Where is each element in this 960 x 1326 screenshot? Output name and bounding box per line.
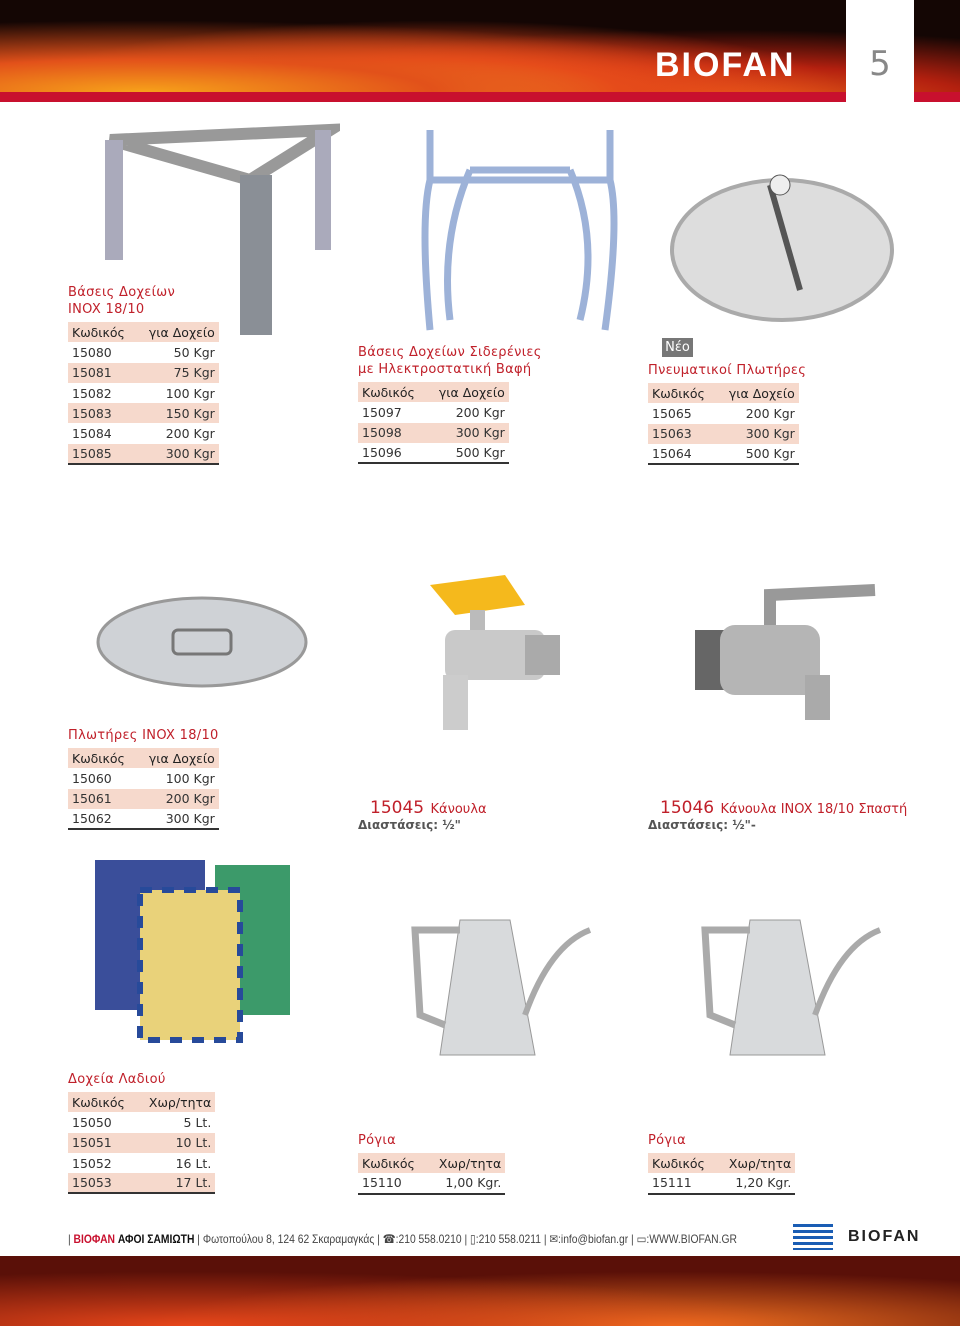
value-cell: 200 Kgr <box>745 405 795 421</box>
value-cell: 300 Kgr <box>419 423 509 443</box>
title-line: Πλωτήρες INOX 18/10 <box>68 728 219 743</box>
table-header <box>358 1153 505 1173</box>
table-row <box>358 423 509 443</box>
table-row <box>358 443 509 463</box>
code-cell: 15084 <box>72 426 112 442</box>
code-cell: 15063 <box>648 424 709 444</box>
footer-brand: ΒΙΟΦΑΝ <box>73 1232 116 1246</box>
product-oil-cans <box>68 1071 215 1194</box>
table-header <box>68 322 219 342</box>
code-cell: 15110 <box>362 1175 402 1191</box>
product-table <box>68 1092 215 1194</box>
code-cell: 15060 <box>72 770 112 786</box>
footer-fax: 210 558.0211 <box>478 1232 541 1246</box>
page-number: 5 <box>846 0 914 102</box>
column-header: Χωρ/τητα <box>419 1153 505 1173</box>
table-row <box>68 383 219 403</box>
product-title <box>648 1132 795 1149</box>
column-header: Κωδικός <box>68 1092 129 1112</box>
value-cell: 500 Kgr <box>455 445 505 461</box>
table-row <box>648 424 799 444</box>
title-line: Ρόγια <box>648 1133 686 1148</box>
product-stand-inox <box>68 284 219 465</box>
table-row <box>68 789 219 809</box>
product-table <box>648 383 799 465</box>
tap-15045 <box>370 798 487 818</box>
column-header: για Δοχείο <box>709 383 799 403</box>
table-header <box>358 382 509 402</box>
code-cell: 15085 <box>68 444 129 464</box>
title-line: Πνευματικοί Πλωτήρες <box>648 363 807 378</box>
value-cell: 75 Kgr <box>129 363 219 383</box>
value-cell: 500 Kgr <box>745 446 795 462</box>
code-cell: 15082 <box>72 385 112 401</box>
product-table <box>358 1153 505 1195</box>
red-stripe <box>0 92 960 102</box>
tap-code: 15045 <box>370 798 425 818</box>
code-cell: 15064 <box>652 446 692 462</box>
code-cell: 15080 <box>72 344 112 360</box>
product-pourer-15110 <box>358 1132 505 1195</box>
value-cell: 300 Kgr <box>709 424 799 444</box>
tap-15046-image <box>690 580 880 725</box>
product-title <box>358 1132 505 1149</box>
tap-dims: Διαστάσεις: ½" <box>358 818 461 832</box>
footer-contact: | ΒΙΟΦΑΝ ΑΦΟΙ ΣΑΜΙΩΤΗ | Φωτοπούλου 8, 124 62 Σκαραμαγκάς | ☎:210 558.0210 | ▯:210 558.0211 | ✉:info@biofan.gr | ▭:WWW.BIOFAN.GR <box>68 1232 737 1246</box>
table-row <box>68 1153 215 1173</box>
column-header: για Δοχείο <box>129 748 219 768</box>
code-cell: 15098 <box>358 423 419 443</box>
product-float-inox <box>68 727 219 830</box>
table-row <box>68 1112 215 1132</box>
table-row <box>68 342 219 362</box>
value-cell: 200 Kgr <box>455 404 505 420</box>
code-cell: 15053 <box>68 1173 129 1193</box>
column-header: για Δοχείο <box>419 382 509 402</box>
tap-15045-image <box>425 570 565 735</box>
product-table <box>68 748 219 830</box>
title-line: INOX 18/10 <box>68 302 145 317</box>
table-row <box>68 809 219 829</box>
code-cell: 15052 <box>72 1155 112 1171</box>
footer-address: Φωτοπούλου 8, 124 62 Σκαραμαγκάς <box>202 1232 375 1246</box>
table-row <box>648 444 799 464</box>
tap-15046 <box>660 798 907 818</box>
flame-header <box>0 0 960 92</box>
table-row <box>68 1133 215 1153</box>
tap-name: Κάνουλα <box>430 802 487 817</box>
value-cell: 10 Lt. <box>129 1133 215 1153</box>
code-cell: 15096 <box>362 445 402 461</box>
oil-pourer-15111-image <box>690 905 885 1065</box>
table-row <box>68 363 219 383</box>
oil-pourer-15110-image <box>400 905 595 1065</box>
value-cell: 1,00 Kgr. <box>445 1175 502 1191</box>
column-header: Κωδικός <box>648 383 709 403</box>
column-header: Κωδικός <box>68 748 129 768</box>
table-row <box>68 444 219 464</box>
footer-company: ΑΦΟΙ ΣΑΜΙΩΤΗ <box>117 1232 195 1246</box>
column-header: Χωρ/τητα <box>709 1153 795 1173</box>
code-cell: 15050 <box>72 1114 112 1130</box>
title-line: με Ηλεκτροστατική Βαφή <box>358 362 532 377</box>
product-title <box>648 362 806 379</box>
title-line: Βάσεις Δοχείων <box>68 285 176 300</box>
product-table <box>648 1153 795 1195</box>
value-cell: 16 Lt. <box>175 1155 212 1171</box>
table-row <box>68 403 219 423</box>
title-line: Δοχεία Λαδιού <box>68 1072 166 1087</box>
code-cell: 15062 <box>72 811 112 827</box>
column-header: για Δοχείο <box>129 322 219 342</box>
value-cell: 200 Kgr <box>129 789 219 809</box>
product-table <box>358 382 509 464</box>
oil-cans-image <box>95 855 295 1045</box>
phone-icon: ☎ <box>382 1232 396 1246</box>
footer-web[interactable]: WWW.BIOFAN.GR <box>649 1232 737 1246</box>
table-header <box>68 1092 215 1112</box>
table-row <box>68 768 219 788</box>
new-badge: Νέο <box>662 338 693 357</box>
product-pourer-15111 <box>648 1132 795 1195</box>
column-header: Κωδικός <box>358 1153 419 1173</box>
code-cell: 15111 <box>652 1175 692 1191</box>
stand-iron-image <box>410 120 630 340</box>
title-line: Ρόγια <box>358 1133 396 1148</box>
table-row <box>358 1173 505 1193</box>
code-cell: 15097 <box>362 404 402 420</box>
table-header <box>648 1153 795 1173</box>
product-stand-iron <box>358 344 542 464</box>
table-row <box>68 1173 215 1193</box>
code-cell: 15061 <box>68 789 129 809</box>
product-title <box>68 284 219 318</box>
brand-logo: BIOFAN <box>655 46 796 84</box>
footer-phone: 210 558.0210 <box>398 1232 462 1246</box>
value-cell: 200 Kgr <box>165 426 215 442</box>
product-title <box>68 727 219 744</box>
value-cell: 100 Kgr <box>165 770 215 786</box>
flame-footer <box>0 1256 960 1326</box>
tap-code: 15046 <box>660 798 715 818</box>
pneumatic-float-image <box>670 170 895 330</box>
greek-flag <box>793 1224 833 1250</box>
table-header <box>68 748 219 768</box>
code-cell: 15065 <box>652 405 692 421</box>
footer-logo: BIOFAN <box>848 1228 921 1245</box>
tap-name: Κάνουλα INOX 18/10 Σπαστή <box>720 802 908 817</box>
email-icon: ✉ <box>549 1232 559 1246</box>
table-row <box>648 1173 795 1193</box>
tap-dims: Διαστάσεις: ½"- <box>648 818 756 832</box>
value-cell: 17 Lt. <box>129 1173 215 1193</box>
product-title <box>68 1071 215 1088</box>
value-cell: 1,20 Kgr. <box>735 1175 792 1191</box>
value-cell: 50 Kgr <box>173 344 215 360</box>
web-icon: ▭ <box>636 1232 647 1246</box>
column-header: Χωρ/τητα <box>129 1092 215 1112</box>
code-cell: 15051 <box>68 1133 129 1153</box>
column-header: Κωδικός <box>648 1153 709 1173</box>
title-line: Βάσεις Δοχείων Σιδερένιες <box>358 345 542 360</box>
value-cell: 150 Kgr <box>129 403 219 423</box>
value-cell: 5 Lt. <box>183 1114 212 1130</box>
float-lid-image <box>95 595 310 690</box>
fax-icon: ▯ <box>470 1232 476 1246</box>
table-row <box>358 402 509 422</box>
code-cell: 15083 <box>68 403 129 423</box>
code-cell: 15081 <box>68 363 129 383</box>
product-title <box>358 344 542 378</box>
column-header: Κωδικός <box>68 322 129 342</box>
footer-email[interactable]: info@biofan.gr <box>560 1232 629 1246</box>
table-header <box>648 383 799 403</box>
table-row <box>68 423 219 443</box>
table-row <box>648 403 799 423</box>
value-cell: 300 Kgr <box>165 811 215 827</box>
value-cell: 100 Kgr <box>165 385 215 401</box>
product-table <box>68 322 219 465</box>
product-pneumatic-float <box>648 362 806 465</box>
column-header: Κωδικός <box>358 382 419 402</box>
value-cell: 300 Kgr <box>129 444 219 464</box>
